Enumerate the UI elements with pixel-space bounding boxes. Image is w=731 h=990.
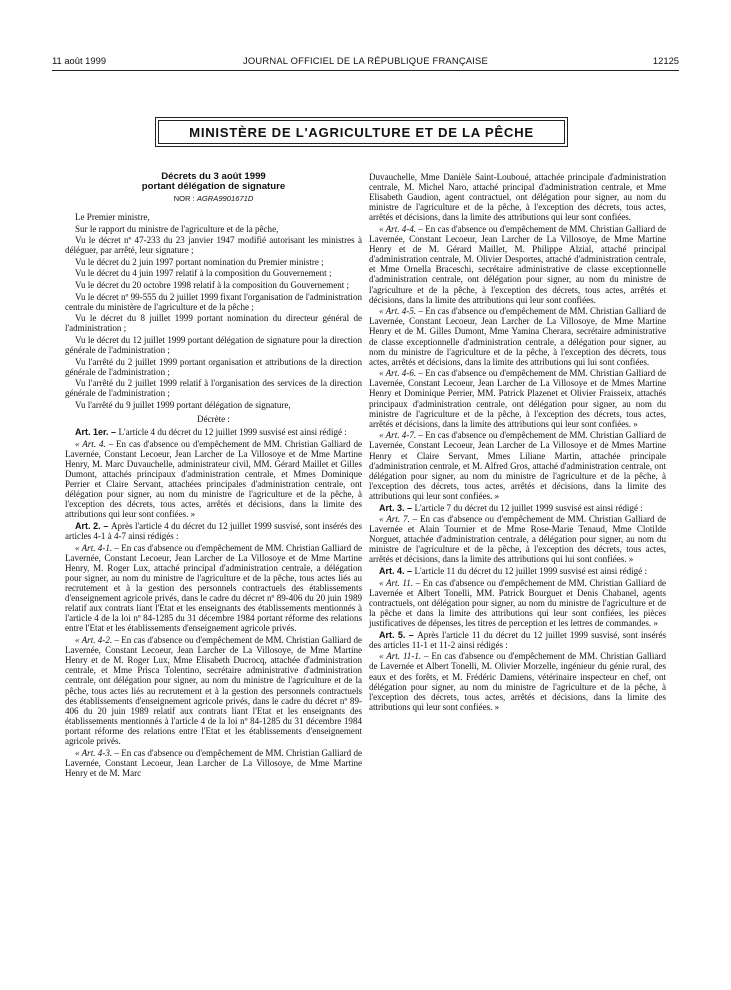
paragraph — [65, 439, 362, 520]
paragraph-text: En cas d'absence ou d'empêchement de MM. Christian Galliard de Lavernée, Constant Lecoeur, Jean Larcher de La Villosoye, de Mme Martine Henry et de M. Roger Lux, Mme Elisabeth Ducrocq, attachée d'administration centrale, et Mme Prisca Tolentino, secrétaire administrative d'administration centrale, ont délégation pour signer, au nom du ministre de l'agriculture et de la pêche, tous actes liés au recrutement et à la gestion des personnels contractuels des établissements d'enseignement agricole privés, dans le cadre du décret nº 89-406 du 20 juin 1989 relatif aux contrats liant l'Etat et les enseignants des établissements mentionnés à l'article 4 de la loi nº 84-1285 du 31 décembre 1984 portant réforme des relations entre l'Etat et les établissements d'enseignement agricole privés. — [65, 635, 362, 746]
left-column — [65, 172, 362, 779]
header-page-number: 12125 — [652, 55, 679, 66]
ministry-title: MINISTÈRE DE L'AGRICULTURE ET DE LA PÊCHE — [189, 124, 534, 140]
paragraph — [369, 578, 666, 628]
article-label: « Art. 4. – — [75, 438, 117, 449]
paragraph-text: Décrète : — [197, 414, 230, 425]
paragraph — [65, 378, 362, 398]
paragraph-text: L'article 11 du décret du 12 juillet 1999 susvisé est ainsi rédigé : — [414, 566, 647, 577]
paragraph-text: Vu le décret du 2 juin 1997 portant nomination du Premier ministre ; — [75, 256, 324, 267]
paragraph — [65, 521, 362, 541]
paragraph — [369, 630, 666, 650]
header-journal-title: JOURNAL OFFICIEL DE LA RÉPUBLIQUE FRANÇAISE — [243, 55, 488, 66]
article-label: « Art. 4-5. – — [379, 306, 426, 317]
paragraph — [65, 400, 362, 410]
article-label: « Art. 4-6. – — [379, 368, 426, 379]
decree-title: Décrets du 3 août 1999 — [161, 171, 266, 182]
paragraph-text: En cas d'absence ou d'empêchement de MM. Christian Galliard de Lavernée, Constant Lecoeur, Jean Larcher de La Villosoye, de Mme Martine Henry et de M. Marc — [65, 747, 362, 778]
paragraph — [369, 514, 666, 564]
paragraph-text: Après l'article 11 du décret du 12 juillet 1999 susvisé, sont insérés des articles 11-1 et 11-2 ainsi rédigés : — [369, 629, 667, 650]
paragraph-text: Vu l'arrêté du 9 juillet 1999 portant délégation de signature, — [75, 400, 291, 410]
paragraph — [65, 257, 362, 267]
paragraph — [369, 306, 666, 367]
left-body — [65, 212, 362, 778]
paragraph — [65, 212, 362, 222]
nor-code: AGRA9901671D — [196, 193, 254, 203]
paragraph-text: L'article 4 du décret du 12 juillet 1999 susvisé est ainsi rédigé : — [118, 427, 347, 438]
paragraph-text: Vu le décret nº 99-555 du 2 juillet 1999 fixant l'organisation de l'administration centrale du ministère de l'agriculture et de la pêche ; — [65, 291, 362, 312]
paragraph — [65, 335, 362, 355]
article-label: Art. 2. – — [75, 521, 111, 532]
paragraph-text: En cas d'absence ou d'empêchement de MM. Christian Galliard de Lavernée et Albert Tonelli, M. Olivier Morzelle, ingénieur du génie rural, des eaux et des forêts, et M. Frédéric Damiens, vétérinaire inspecteur en chef, ont délégation pour signer, au nom du ministre de l'agriculture et de la pêche, à l'exception des décrets, tous actes, arrêtés et décisions, dans la limite des attributions qui leur sont confiées. » — [369, 651, 666, 712]
paragraph-text: Vu le décret nº 47-233 du 23 janvier 1947 modifié autorisant les ministres à déléguer, par arrêté, leur signature ; — [65, 235, 362, 256]
paragraph — [65, 280, 362, 290]
paragraph-text: Vu le décret du 20 octobre 1998 relatif à la composition du Gouvernement ; — [75, 279, 350, 290]
paragraph-text: En cas d'absence ou d'empêchement de MM. Christian Galliard de Lavernée, Constant Lecoeur, Jean Larcher de La Villosoye et de Mme Martine Henry, M. Marc Duvauchelle, administrateur civil, MM. Gérard Maillet et Gilles Dumont, attachés principaux d'administration centrale, et Mmes Dominique Perrier et Claire Servant, attachées principales d'administration centrale, ont délégation pour signer, au nom du ministre de l'agriculture et de la pêche, à l'exception des décrets, tous actes, arrêtés et décisions, dans la limite des attributions qui leur sont confiées. » — [65, 438, 362, 520]
paragraph — [369, 172, 666, 222]
paragraph-text: Duvauchelle, Mme Danièle Saint-Louboué, attachée principale d'administration centrale, M. Michel Naro, attaché principal d'administration centrale, et Mme Elisabeth Gaudion, agent contractuel, ont délégation pour signer, au nom du ministre de l'agriculture et de la pêche, à l'exception des décrets, tous actes, arrêtés et décisions, dans la limite des attributions qui leur sont confiées. — [369, 172, 666, 223]
nor-reference — [65, 194, 362, 204]
paragraph-text: En cas d'absence ou d'empêchement de MM. Christian Galliard de Lavernée, Constant Lecoeur, Jean Larcher de La Villosoye, de Mme Martine Henry et de M. Gilles Dumont, Mme Yamina Cherara, secrétaire administrative de classe exceptionnelle d'administration centrale, a délégation pour signer, au nom du ministre de l'agriculture et de la pêche, à l'exception des décrets, tous actes, arrêtés et décisions, dans la limite des attributions qui lui sont confiées. — [369, 306, 666, 367]
paragraph — [65, 268, 362, 278]
article-label: Art. 5. – — [379, 629, 418, 640]
paragraph-text: En cas d'absence ou d'empêchement de MM. Christian Galliard de Lavernée, Constant Lecoeur, Jean Larcher de La Villosoye et de Mme Martine Henry, M. Roger Lux, attaché principal d'administration centrale, a délégation pour signer, au nom du ministre de l'agriculture et de la pêche, tous actes liés au recrutement et à la gestion des personnels contractuels des établissements d'enseignement agricole privés, dans le cadre du décret nº 89-406 du 20 juin 1989 relatif aux contrats liant l'Etat et les enseignants des établissements mentionnés à l'article 4 de la loi nº 84-1285 du 31 décembre 1984 portant réforme des relations entre l'Etat et les établissements d'enseignement agricole privés. — [65, 542, 362, 634]
paragraph — [65, 224, 362, 234]
paragraph — [369, 566, 666, 576]
article-label: Art. 4. – — [379, 566, 415, 577]
article-label: « Art. 11-1. – — [379, 651, 432, 662]
paragraph-text: L'article 7 du décret du 12 juillet 1999 susvisé est ainsi rédigé : — [414, 502, 643, 513]
paragraph — [369, 503, 666, 513]
paragraph-text: Après l'article 4 du décret du 12 juillet 1999 susvisé, sont insérés des articles 4-1 à 4-7 ainsi rédigés : — [65, 521, 362, 542]
paragraph-text: Vu le décret du 12 juillet 1999 portant délégation de signature pour la direction générale de l'administration ; — [65, 334, 362, 356]
article-label: Art. 3. – — [379, 502, 415, 513]
decree-subtitle: portant délégation de signature — [141, 181, 286, 193]
paragraph — [369, 651, 666, 712]
paragraph — [369, 224, 666, 305]
paragraph — [65, 235, 362, 255]
paragraph-text: En cas d'absence ou d'empêchement de MM. Christian Galliard de Lavernée, Constant Lecoeur, Jean Larcher de La Villosoye et de Mmes Martine Henry et Claire Servant, Mmes Liliane Martin, attachée principale d'administration centrale, et M. Alfred Gros, attaché d'administration centrale, ont délégation pour signer, au nom du ministre de l'agriculture et de la pêche, à l'exception des décrets, tous actes, arrêtés et décisions, dans la limite des attributions qui leur sont confiées. » — [369, 430, 666, 501]
paragraph — [65, 414, 362, 424]
paragraph-text: Vu le décret du 4 juin 1997 relatif à la composition du Gouvernement ; — [75, 268, 332, 279]
paragraph-text: En cas d'absence ou d'empêchement de MM. Christian Galliard de Lavernée et Alain Tournier et de Mme Rose-Marie Tenaud, Mme Clotilde Norguet, attachée d'administration centrale, a délégation pour signer, au nom du ministre de l'agriculture et de la pêche, à l'exception des décrets, tous actes, arrêtés et décisions, dans la limite des attributions qui lui sont confiées. » — [369, 514, 666, 565]
paragraph — [65, 427, 362, 437]
paragraph-text: Vu l'arrêté du 2 juillet 1999 relatif à l'organisation des services de la direction générale de l'administration ; — [65, 378, 362, 399]
paragraph — [369, 368, 666, 429]
article-label: « Art. 4-2. – — [75, 635, 122, 646]
paragraph — [65, 313, 362, 333]
article-label: « Art. 4-1. – — [75, 542, 122, 553]
paragraph — [65, 292, 362, 312]
paragraph-text: Le Premier ministre, — [75, 211, 150, 222]
article-label: « Art. 11. – — [379, 577, 423, 588]
article-label: « Art. 4-7. – — [379, 430, 426, 441]
paragraph — [65, 543, 362, 634]
right-body — [369, 172, 666, 712]
right-column — [369, 172, 666, 713]
paragraph — [65, 357, 362, 377]
article-label: Art. 1er. – — [75, 427, 119, 438]
paragraph-text: En cas d'absence ou d'empêchement de MM. Christian Galliard de Lavernée et Albert Tonelli, MM. Patrick Bourguet et Denis Chabanel, agents contractuels, ont délégation pour signer, au nom du ministre de l'agriculture et de la pêche et dans la limite des attributions qui leur sont confiées, les pièces justificatives de dépenses, les titres de perception et les lettres de commandes. » — [369, 577, 667, 629]
nor-label: NOR : — [173, 193, 197, 203]
article-label: « Art. 7. – — [379, 514, 421, 525]
paragraph-text: Sur le rapport du ministre de l'agriculture et de la pêche, — [75, 223, 279, 234]
paragraph — [65, 748, 362, 778]
paragraph-text: En cas d'absence ou d'empêchement de MM. Christian Galliard de Lavernée, Constant Lecoeur, Jean Larcher de La Villosoye et de Mmes Martine Henry et Dominique Perrier, MM. Patrick Plazenet et Olivier Fraisseix, attachés principaux d'administration centrale, ont délégation pour signer, au nom du ministre de l'agriculture et de la pêche, à l'exception des décrets, tous actes, arrêtés et décisions, dans la limite des attributions qui leur sont confiées. » — [369, 368, 666, 429]
article-label: « Art. 4-4. – — [379, 223, 426, 234]
header-rule — [52, 70, 679, 71]
ministry-box — [155, 117, 568, 147]
paragraph — [65, 635, 362, 746]
paragraph — [369, 430, 666, 501]
page-header — [52, 55, 679, 69]
article-label: « Art. 4-3. – — [75, 747, 122, 758]
paragraph-text: Vu le décret du 8 juillet 1999 portant nomination du directeur général de l'administration ; — [65, 313, 362, 334]
paragraph-text: Vu l'arrêté du 2 juillet 1999 portant organisation et attributions de la direction générale de l'administration ; — [65, 356, 362, 377]
header-date: 11 août 1999 — [52, 55, 107, 66]
paragraph-text: En cas d'absence ou d'empêchement de MM. Christian Galliard de Lavernée, Constant Lecoeur, Jean Larcher de La Villosoye, de Mme Martine Henry et de M. Gérard Maillet, M. Philippe Alzial, attaché principal d'administration centrale, M. Olivier Desportes, attaché d'administration centrale, et Mme Ornella Braceschi, secrétaire administrative de classe exceptionnelle d'administration centrale, ont délégation pour signer, au nom du ministre de l'agriculture et de la pêche, à l'exception des décrets, tous actes, arrêtés et décisions, dans la limite des attributions qui leur sont confiées. — [369, 223, 666, 305]
